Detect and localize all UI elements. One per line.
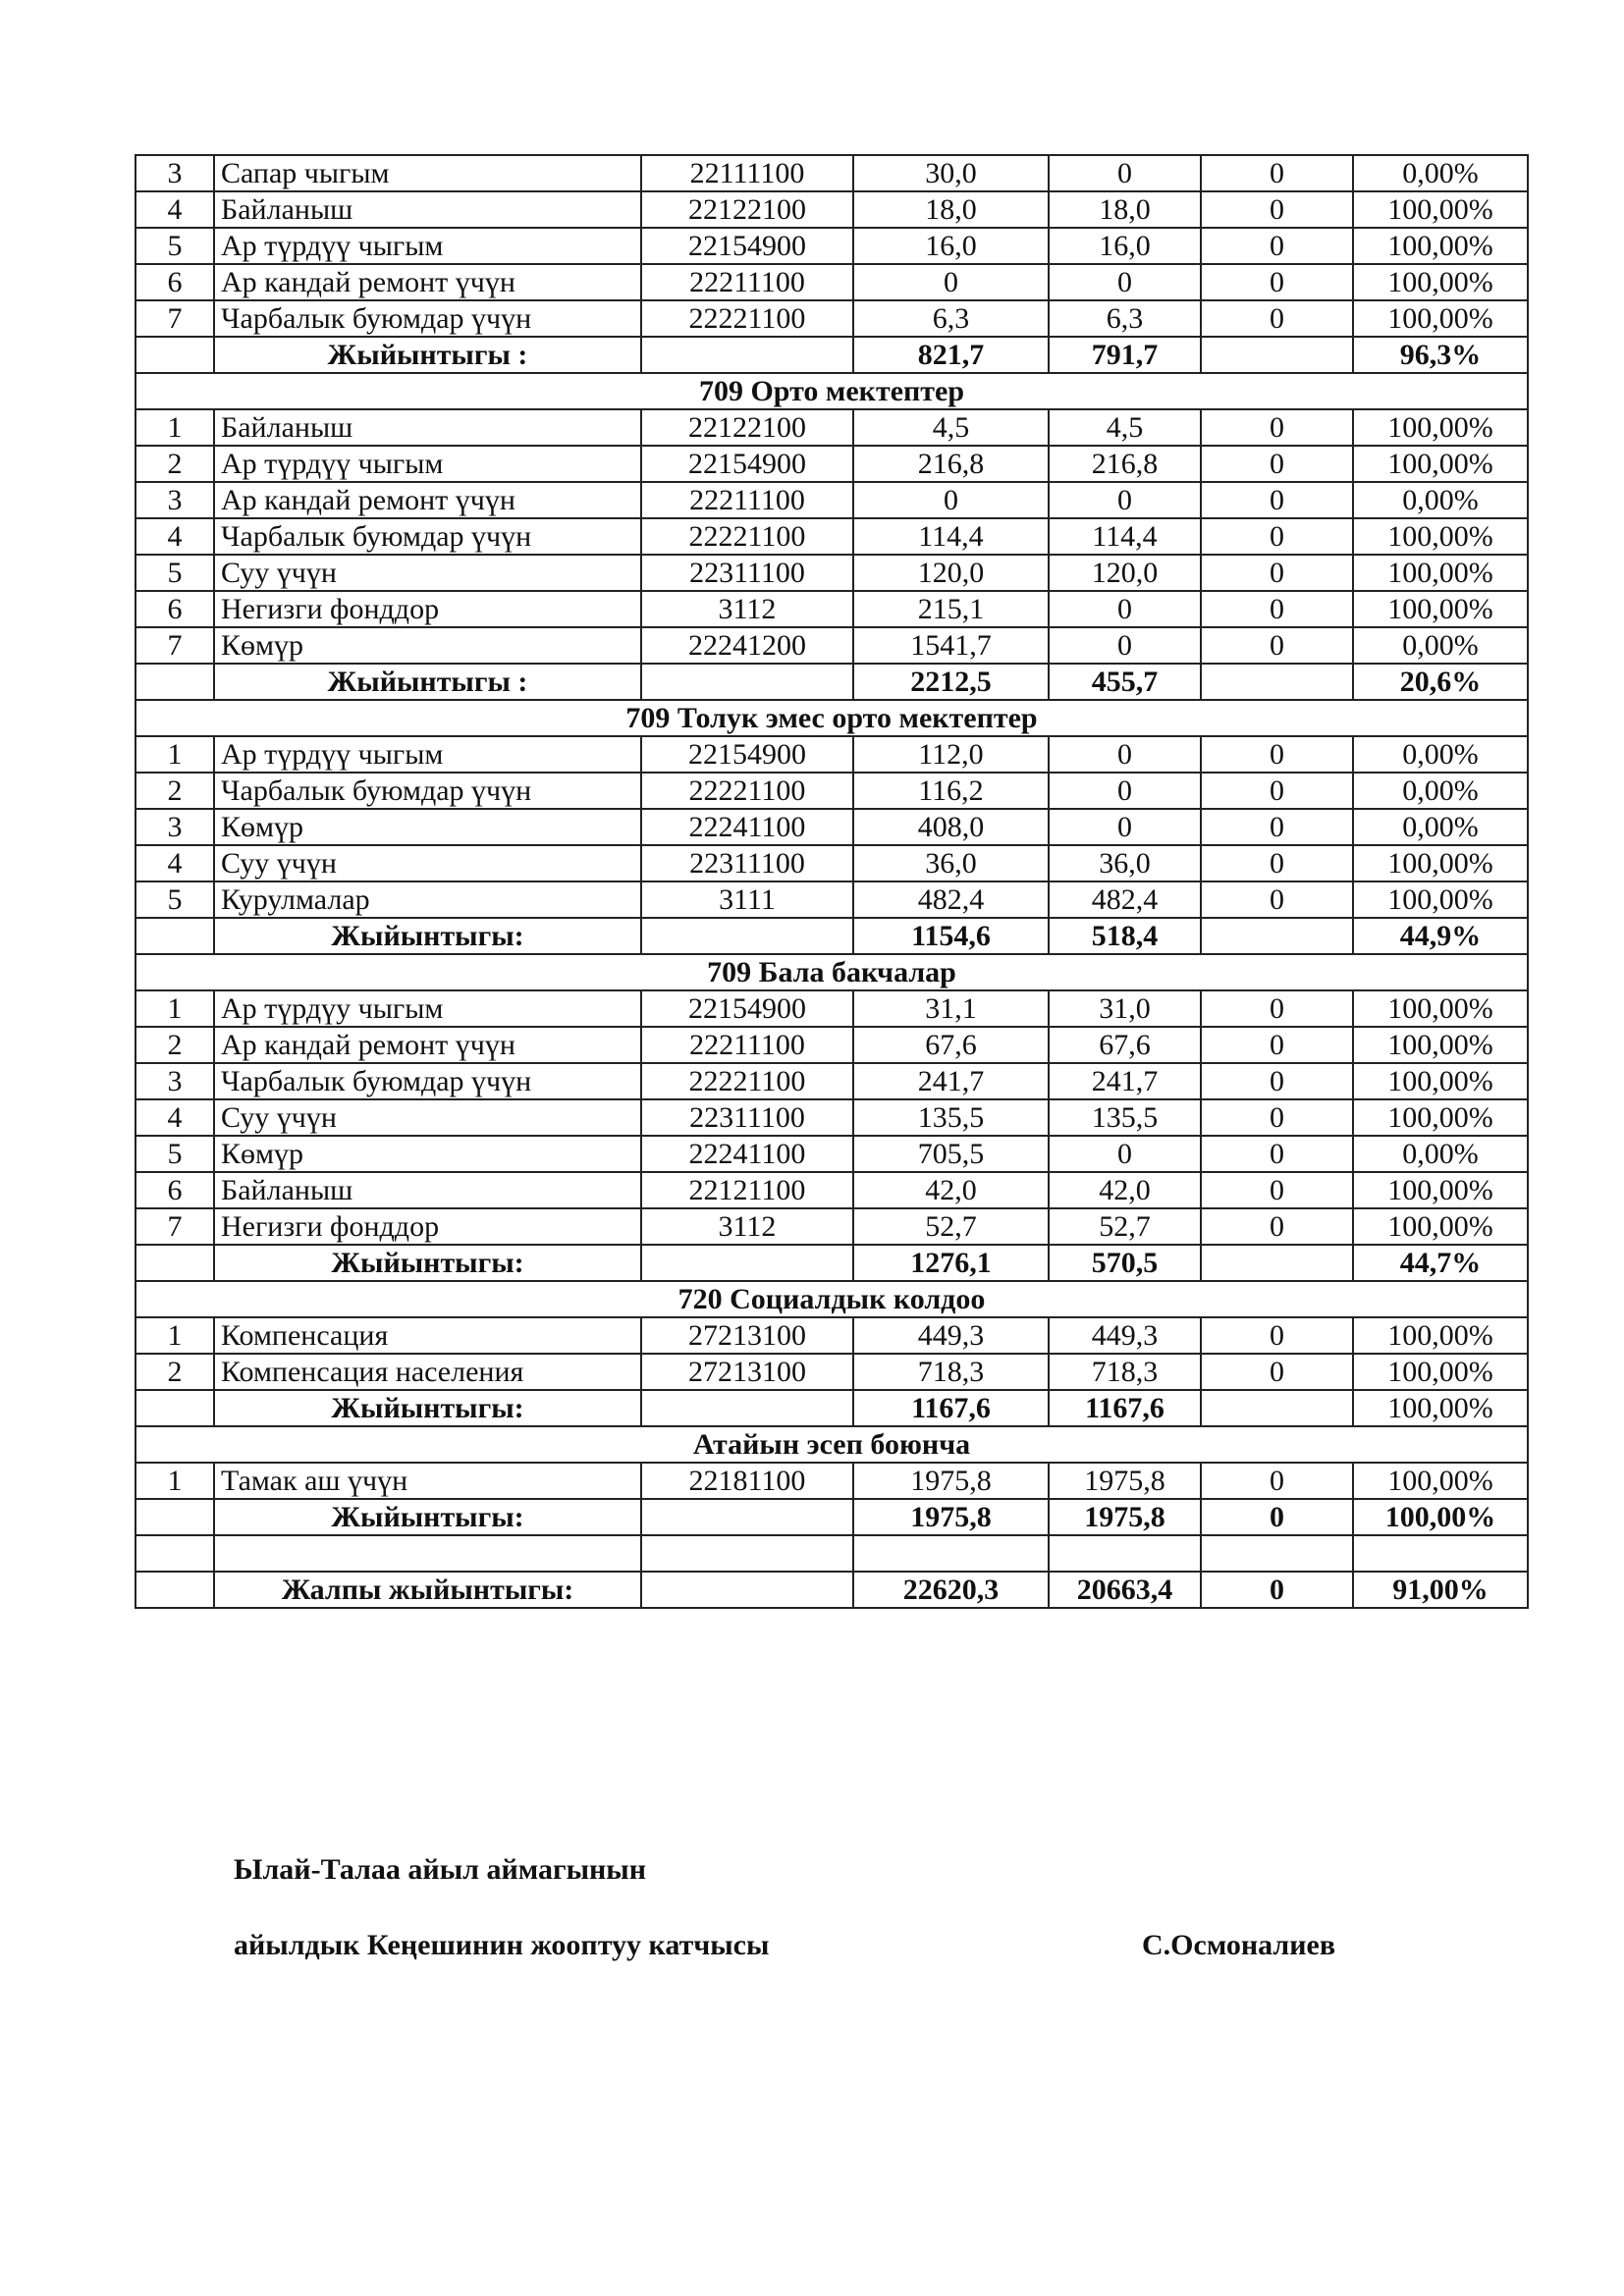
fact-amount: 36,0: [1049, 845, 1201, 881]
row-number: 4: [135, 518, 214, 555]
row-number: 2: [135, 1354, 214, 1390]
subtotal-label: Жыйынтыгы:: [214, 1390, 641, 1426]
plan-amount: 1541,7: [853, 627, 1049, 664]
expense-code: 22154900: [641, 228, 853, 264]
row-number: 4: [135, 191, 214, 228]
subtotal-row: [135, 664, 1528, 700]
fact-amount: 718,3: [1049, 1354, 1201, 1390]
subtotal-plan: 1276,1: [853, 1245, 1049, 1281]
expense-name: Тамак аш үчүн: [214, 1463, 641, 1499]
plan-amount: 216,8: [853, 446, 1049, 482]
row-number: 4: [135, 1099, 214, 1136]
expense-code: 22121100: [641, 1172, 853, 1208]
execution-percent: 0,00%: [1353, 482, 1528, 518]
row-number: 5: [135, 228, 214, 264]
execution-percent: 0,00%: [1353, 627, 1528, 664]
expense-code: 22211100: [641, 1027, 853, 1063]
row-number: 6: [135, 1172, 214, 1208]
execution-percent: 100,00%: [1353, 1354, 1528, 1390]
fact-amount: 482,4: [1049, 881, 1201, 918]
execution-percent: 100,00%: [1353, 555, 1528, 591]
plan-amount: 0: [853, 264, 1049, 300]
plan-amount: 16,0: [853, 228, 1049, 264]
diff-amount: 0: [1201, 228, 1353, 264]
diff-amount: 0: [1201, 736, 1353, 773]
diff-amount: 0: [1201, 409, 1353, 446]
diff-amount: 0: [1201, 1317, 1353, 1354]
subtotal-plan: 1154,6: [853, 918, 1049, 954]
subtotal-diff: [1201, 337, 1353, 373]
fact-amount: 67,6: [1049, 1027, 1201, 1063]
table-row: [135, 990, 1528, 1027]
subtotal-label: Жыйынтыгы :: [214, 337, 641, 373]
plan-amount: 52,7: [853, 1208, 1049, 1245]
fact-amount: 42,0: [1049, 1172, 1201, 1208]
expense-name: Байланыш: [214, 191, 641, 228]
plan-amount: 42,0: [853, 1172, 1049, 1208]
diff-amount: 0: [1201, 300, 1353, 337]
grand-total-diff: 0: [1201, 1572, 1353, 1608]
execution-percent: 100,00%: [1353, 1099, 1528, 1136]
signature-org-line: Ылай-Талаа айыл аймагынын: [234, 1853, 647, 1886]
execution-percent: 100,00%: [1353, 1027, 1528, 1063]
grand-total-row: [135, 1572, 1528, 1608]
expense-code: 22211100: [641, 482, 853, 518]
table-row: [135, 446, 1528, 482]
diff-amount: 0: [1201, 446, 1353, 482]
diff-amount: 0: [1201, 773, 1353, 809]
section-header: [135, 373, 1528, 409]
plan-amount: 6,3: [853, 300, 1049, 337]
expense-name: Чарбалык буюмдар үчүн: [214, 773, 641, 809]
subtotal-label: Жыйынтыгы:: [214, 918, 641, 954]
row-number: 6: [135, 264, 214, 300]
expense-name: Ар кандай ремонт үчүн: [214, 1027, 641, 1063]
fact-amount: 0: [1049, 482, 1201, 518]
subtotal-fact: 455,7: [1049, 664, 1201, 700]
plan-amount: 718,3: [853, 1354, 1049, 1390]
execution-percent: 100,00%: [1353, 1463, 1528, 1499]
execution-percent: 100,00%: [1353, 228, 1528, 264]
subtotal-plan: 1975,8: [853, 1499, 1049, 1535]
grand-total-label: Жалпы жыйынтыгы:: [214, 1572, 641, 1608]
table-row: [135, 1354, 1528, 1390]
execution-percent: 0,00%: [1353, 155, 1528, 191]
expense-name: Ар түрдүү чыгым: [214, 446, 641, 482]
plan-amount: 705,5: [853, 1136, 1049, 1172]
signatory-name: С.Осмоналиев: [1142, 1929, 1336, 1961]
diff-amount: 0: [1201, 1136, 1353, 1172]
table-row: [135, 627, 1528, 664]
execution-percent: 100,00%: [1353, 409, 1528, 446]
row-number: 3: [135, 155, 214, 191]
diff-amount: 0: [1201, 1172, 1353, 1208]
diff-amount: 0: [1201, 845, 1353, 881]
subtotal-diff: 0: [1201, 1499, 1353, 1535]
subtotal-diff: [1201, 918, 1353, 954]
grand-total-percent: 91,00%: [1353, 1572, 1528, 1608]
table-row: [135, 845, 1528, 881]
subtotal-diff: [1201, 1390, 1353, 1426]
diff-amount: 0: [1201, 1354, 1353, 1390]
subtotal-fact: 570,5: [1049, 1245, 1201, 1281]
expense-code: 27213100: [641, 1354, 853, 1390]
row-number: 5: [135, 1136, 214, 1172]
execution-percent: 0,00%: [1353, 773, 1528, 809]
section-title: 709 Бала бакчалар: [135, 954, 1528, 990]
row-number: 1: [135, 409, 214, 446]
table-row: [135, 773, 1528, 809]
diff-amount: 0: [1201, 990, 1353, 1027]
plan-amount: 241,7: [853, 1063, 1049, 1099]
expense-name: Чарбалык буюмдар үчүн: [214, 518, 641, 555]
diff-amount: 0: [1201, 482, 1353, 518]
fact-amount: 6,3: [1049, 300, 1201, 337]
execution-percent: 100,00%: [1353, 1208, 1528, 1245]
plan-amount: 449,3: [853, 1317, 1049, 1354]
fact-amount: 18,0: [1049, 191, 1201, 228]
row-number: 1: [135, 1463, 214, 1499]
subtotal-row: [135, 1390, 1528, 1426]
subtotal-percent: 44,7%: [1353, 1245, 1528, 1281]
fact-amount: 0: [1049, 736, 1201, 773]
expense-code: 22154900: [641, 990, 853, 1027]
table-row: [135, 591, 1528, 627]
table-row: [135, 736, 1528, 773]
subtotal-diff: [1201, 664, 1353, 700]
plan-amount: 67,6: [853, 1027, 1049, 1063]
diff-amount: 0: [1201, 591, 1353, 627]
subtotal-fact: 518,4: [1049, 918, 1201, 954]
expense-name: Компенсация: [214, 1317, 641, 1354]
expense-code: 22122100: [641, 191, 853, 228]
plan-amount: 0: [853, 482, 1049, 518]
row-number: 3: [135, 482, 214, 518]
diff-amount: 0: [1201, 809, 1353, 845]
execution-percent: 100,00%: [1353, 990, 1528, 1027]
expense-code: 27213100: [641, 1317, 853, 1354]
expense-name: Чарбалык буюмдар үчүн: [214, 300, 641, 337]
fact-amount: 0: [1049, 809, 1201, 845]
row-number: 5: [135, 881, 214, 918]
empty-row: [135, 1535, 1528, 1572]
table-row: [135, 518, 1528, 555]
diff-amount: 0: [1201, 555, 1353, 591]
expense-code: 3112: [641, 591, 853, 627]
expense-code: 22154900: [641, 736, 853, 773]
diff-amount: 0: [1201, 1063, 1353, 1099]
execution-percent: 100,00%: [1353, 300, 1528, 337]
plan-amount: 4,5: [853, 409, 1049, 446]
execution-percent: 0,00%: [1353, 1136, 1528, 1172]
budget-execution-table: [135, 154, 1529, 1609]
row-number: 1: [135, 1317, 214, 1354]
row-number: 3: [135, 1063, 214, 1099]
expense-name: Байланыш: [214, 409, 641, 446]
expense-code: 22311100: [641, 1099, 853, 1136]
row-number: 6: [135, 591, 214, 627]
plan-amount: 408,0: [853, 809, 1049, 845]
expense-code: 22311100: [641, 845, 853, 881]
expense-name: Негизги фонддор: [214, 1208, 641, 1245]
fact-amount: 4,5: [1049, 409, 1201, 446]
section-title: 720 Социалдык колдоо: [135, 1281, 1528, 1317]
diff-amount: 0: [1201, 1027, 1353, 1063]
fact-amount: 0: [1049, 627, 1201, 664]
subtotal-fact: 1167,6: [1049, 1390, 1201, 1426]
plan-amount: 135,5: [853, 1099, 1049, 1136]
subtotal-row: [135, 337, 1528, 373]
expense-name: Байланыш: [214, 1172, 641, 1208]
grand-total-fact: 20663,4: [1049, 1572, 1201, 1608]
row-number: 7: [135, 627, 214, 664]
section-header: [135, 954, 1528, 990]
execution-percent: 0,00%: [1353, 736, 1528, 773]
fact-amount: 216,8: [1049, 446, 1201, 482]
plan-amount: 112,0: [853, 736, 1049, 773]
expense-name: Компенсация населения: [214, 1354, 641, 1390]
execution-percent: 100,00%: [1353, 191, 1528, 228]
table-row: [135, 1463, 1528, 1499]
fact-amount: 0: [1049, 773, 1201, 809]
expense-code: 22221100: [641, 518, 853, 555]
plan-amount: 30,0: [853, 155, 1049, 191]
subtotal-percent: 96,3%: [1353, 337, 1528, 373]
expense-code: 22241200: [641, 627, 853, 664]
table-row: [135, 264, 1528, 300]
diff-amount: 0: [1201, 264, 1353, 300]
plan-amount: 215,1: [853, 591, 1049, 627]
table-row: [135, 1136, 1528, 1172]
subtotal-label: Жыйынтыгы :: [214, 664, 641, 700]
table-row: [135, 1027, 1528, 1063]
table-row: [135, 1099, 1528, 1136]
diff-amount: 0: [1201, 881, 1353, 918]
expense-name: Суу үчүн: [214, 845, 641, 881]
execution-percent: 100,00%: [1353, 881, 1528, 918]
execution-percent: 100,00%: [1353, 518, 1528, 555]
expense-code: 22211100: [641, 264, 853, 300]
expense-code: 3111: [641, 881, 853, 918]
fact-amount: 52,7: [1049, 1208, 1201, 1245]
expense-code: 3112: [641, 1208, 853, 1245]
expense-name: Суу үчүн: [214, 1099, 641, 1136]
expense-code: 22221100: [641, 300, 853, 337]
expense-code: 22181100: [641, 1463, 853, 1499]
execution-percent: 100,00%: [1353, 1172, 1528, 1208]
subtotal-plan: 821,7: [853, 337, 1049, 373]
section-title: Атайын эсеп боюнча: [135, 1426, 1528, 1463]
expense-code: 22241100: [641, 1136, 853, 1172]
grand-total-plan: 22620,3: [853, 1572, 1049, 1608]
table-row: [135, 1208, 1528, 1245]
table-row: [135, 1063, 1528, 1099]
table-row: [135, 482, 1528, 518]
fact-amount: 241,7: [1049, 1063, 1201, 1099]
table-row: [135, 555, 1528, 591]
expense-code: 22154900: [641, 446, 853, 482]
row-number: 2: [135, 1027, 214, 1063]
expense-name: Негизги фонддор: [214, 591, 641, 627]
fact-amount: 114,4: [1049, 518, 1201, 555]
expense-code: 22122100: [641, 409, 853, 446]
row-number: 1: [135, 736, 214, 773]
section-title: 709 Орто мектептер: [135, 373, 1528, 409]
row-number: 3: [135, 809, 214, 845]
table-row: [135, 191, 1528, 228]
subtotal-percent: 100,00%: [1353, 1499, 1528, 1535]
table-row: [135, 155, 1528, 191]
subtotal-percent: 44,9%: [1353, 918, 1528, 954]
execution-percent: 100,00%: [1353, 264, 1528, 300]
subtotal-row: [135, 1499, 1528, 1535]
expense-name: Ар түрдүү чыгым: [214, 228, 641, 264]
plan-amount: 482,4: [853, 881, 1049, 918]
expense-code: 22111100: [641, 155, 853, 191]
fact-amount: 0: [1049, 155, 1201, 191]
plan-amount: 120,0: [853, 555, 1049, 591]
diff-amount: 0: [1201, 1099, 1353, 1136]
fact-amount: 0: [1049, 1136, 1201, 1172]
expense-name: Көмүр: [214, 1136, 641, 1172]
table-row: [135, 228, 1528, 264]
subtotal-fact: 1975,8: [1049, 1499, 1201, 1535]
expense-code: 22221100: [641, 1063, 853, 1099]
section-title: 709 Толук эмес орто мектептер: [135, 700, 1528, 736]
fact-amount: 135,5: [1049, 1099, 1201, 1136]
diff-amount: 0: [1201, 191, 1353, 228]
subtotal-percent: 100,00%: [1353, 1390, 1528, 1426]
execution-percent: 100,00%: [1353, 591, 1528, 627]
fact-amount: 120,0: [1049, 555, 1201, 591]
table-row: [135, 409, 1528, 446]
plan-amount: 31,1: [853, 990, 1049, 1027]
expense-name: Курулмалар: [214, 881, 641, 918]
fact-amount: 0: [1049, 264, 1201, 300]
execution-percent: 100,00%: [1353, 446, 1528, 482]
plan-amount: 114,4: [853, 518, 1049, 555]
table-row: [135, 881, 1528, 918]
expense-name: Ар түрдүү чыгым: [214, 736, 641, 773]
row-number: 4: [135, 845, 214, 881]
subtotal-diff: [1201, 1245, 1353, 1281]
execution-percent: 0,00%: [1353, 809, 1528, 845]
fact-amount: 449,3: [1049, 1317, 1201, 1354]
fact-amount: 0: [1049, 591, 1201, 627]
row-number: 2: [135, 446, 214, 482]
plan-amount: 36,0: [853, 845, 1049, 881]
subtotal-label: Жыйынтыгы:: [214, 1245, 641, 1281]
row-number: 7: [135, 1208, 214, 1245]
signature-position-line: айылдык Кеңешинин жооптуу катчысы: [234, 1929, 770, 1961]
expense-code: 22311100: [641, 555, 853, 591]
expense-name: Көмүр: [214, 627, 641, 664]
diff-amount: 0: [1201, 1463, 1353, 1499]
table-row: [135, 300, 1528, 337]
fact-amount: 16,0: [1049, 228, 1201, 264]
expense-code: 22221100: [641, 773, 853, 809]
expense-name: Ар кандай ремонт үчүн: [214, 482, 641, 518]
fact-amount: 31,0: [1049, 990, 1201, 1027]
diff-amount: 0: [1201, 155, 1353, 191]
expense-name: Ар түрдүу чыгым: [214, 990, 641, 1027]
row-number: 1: [135, 990, 214, 1027]
execution-percent: 100,00%: [1353, 1317, 1528, 1354]
expense-name: Суу үчүн: [214, 555, 641, 591]
subtotal-plan: 1167,6: [853, 1390, 1049, 1426]
subtotal-row: [135, 918, 1528, 954]
expense-name: Көмүр: [214, 809, 641, 845]
row-number: 2: [135, 773, 214, 809]
table-row: [135, 1317, 1528, 1354]
subtotal-row: [135, 1245, 1528, 1281]
fact-amount: 1975,8: [1049, 1463, 1201, 1499]
plan-amount: 18,0: [853, 191, 1049, 228]
row-number: 7: [135, 300, 214, 337]
diff-amount: 0: [1201, 518, 1353, 555]
expense-name: Сапар чыгым: [214, 155, 641, 191]
diff-amount: 0: [1201, 627, 1353, 664]
table-row: [135, 1172, 1528, 1208]
expense-name: Чарбалык буюмдар үчүн: [214, 1063, 641, 1099]
subtotal-label: Жыйынтыгы:: [214, 1499, 641, 1535]
section-header: [135, 1426, 1528, 1463]
expense-name: Ар кандай ремонт үчүн: [214, 264, 641, 300]
subtotal-fact: 791,7: [1049, 337, 1201, 373]
table-row: [135, 809, 1528, 845]
section-header: [135, 1281, 1528, 1317]
execution-percent: 100,00%: [1353, 1063, 1528, 1099]
subtotal-plan: 2212,5: [853, 664, 1049, 700]
section-header: [135, 700, 1528, 736]
diff-amount: 0: [1201, 1208, 1353, 1245]
execution-percent: 100,00%: [1353, 845, 1528, 881]
row-number: 5: [135, 555, 214, 591]
subtotal-percent: 20,6%: [1353, 664, 1528, 700]
plan-amount: 1975,8: [853, 1463, 1049, 1499]
expense-code: 22241100: [641, 809, 853, 845]
plan-amount: 116,2: [853, 773, 1049, 809]
